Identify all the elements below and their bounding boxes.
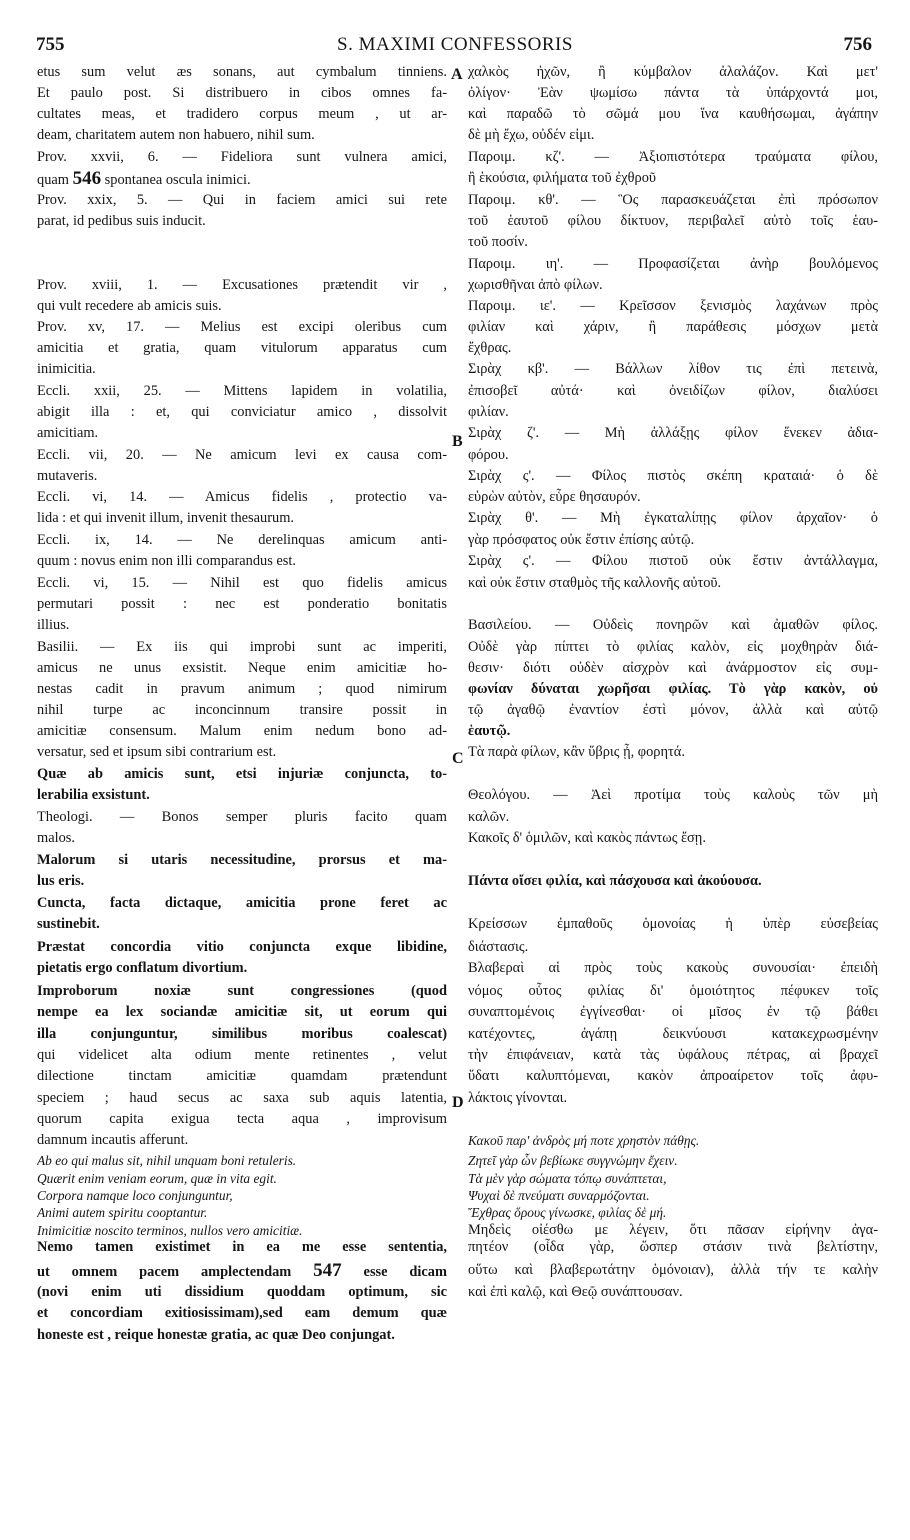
latin-line: damnum incautis afferunt.: [37, 1132, 189, 1148]
latin-line: Theologi. — Bonos semper pluris facito quam: [37, 809, 447, 825]
latin-line: (novi enim uti dissidium quoddam optimum, sic: [37, 1284, 447, 1300]
greek-line: Παροιμ. κζ'. — Ἀξιοπιστότερα τραύματα φίλου,: [468, 149, 878, 165]
latin-line: etus sum velut æs sonans, aut cymbalum tinniens.: [37, 64, 447, 80]
greek-line: ὀλίγον· Ἐὰν ψωμίσω πάντα τὰ ὑπάρχοντά μοι,: [468, 85, 878, 101]
latin-line: Prov. xv, 17. — Melius est excipi oleribus cum: [37, 319, 447, 335]
greek-line: καλῶν.: [468, 809, 510, 825]
latin-line: amicitiæ consensum. Malum enim nedum bono ad-: [37, 723, 447, 739]
latin-line: abigit illa : et, qui conviciatur amico , dissolvit: [37, 404, 447, 420]
greek-line: διάστασις.: [468, 939, 529, 955]
page-number-left: 755: [36, 34, 65, 55]
greek-line: λάκτοις γίνονται.: [468, 1090, 568, 1106]
greek-line: Θεολόγου. — Ἀεὶ προτίμα τοὺς καλοὺς τῶν μὴ: [468, 787, 878, 803]
greek-line: ὕδατι καλυπτόμεναι, κακὸν ἀπροαίρετον τοῖς ἀφυ-: [468, 1068, 878, 1084]
greek-line: συναπτομένοις ἐγγίνεσθαι· οἱ μῖσος ἐν τῷ βάθει: [468, 1004, 878, 1020]
latin-line: lus eris.: [37, 873, 85, 889]
margin-letter-b: B: [452, 433, 463, 450]
latin-line: et concordiam exitiosissimam),sed eam demum quæ: [37, 1305, 447, 1321]
latin-line: Nemo tamen existimet in ea me esse sententia,: [37, 1239, 447, 1255]
latin-line: Eccli. vi, 15. — Nihil est quo fidelis amicus: [37, 575, 447, 591]
greek-line: οὕτω καὶ βλαβερωτάτην ὁμόνοιαν), ἀλλὰ τήν τε καλὴν: [468, 1262, 878, 1278]
greek-line: γὰρ πρόσφατος οὐκ ἔστιν ἐπίσης αὐτῷ.: [468, 532, 695, 548]
latin-line: Eccli. xxii, 25. — Mittens lapidem in volatilia,: [37, 383, 447, 399]
latin-line: Prov. xviii, 1. — Excusationes prætendit vir ,: [37, 277, 447, 293]
margin-letter-a: A: [451, 66, 463, 83]
latin-line: deam, charitatem autem non habuero, nihil sum.: [37, 127, 315, 143]
greek-line: φωνίαν δύναται χωρῆσαι φιλίας. Τὸ γὰρ κακὸν, οὐ: [468, 681, 878, 697]
greek-line: Σιρὰχ θ'. — Μὴ ἐγκαταλίπῃς φίλον ἀρχαῖον· ὁ: [468, 510, 878, 526]
greek-line: Τὰ παρὰ φίλων, κἂν ὕβρις ᾖ, φορητά.: [468, 744, 685, 760]
greek-line: φιλίαν.: [468, 404, 509, 420]
greek-line: εὑρὼν αὐτὸν, εὗρε θησαυρόν.: [468, 489, 641, 505]
latin-line: quorum capita exigua tecta aqua , improvisum: [37, 1111, 447, 1127]
greek-line: φόρου.: [468, 447, 509, 463]
latin-line: nihil turpe ac inconcinnum transire possit in: [37, 702, 447, 718]
greek-line: Σιρὰχ κβ'. — Βάλλων λίθον τις ἐπὶ πετεινὰ,: [468, 361, 878, 377]
latin-line: nempe ea lex sociandæ amicitiæ sit, ut eorum qui: [37, 1004, 447, 1020]
latin-line: versatur, sed et ipsum sibi contrarium est.: [37, 744, 277, 760]
latin-line: quum : novus enim non illi comparandus est.: [37, 553, 297, 569]
greek-line: φιλίαν καὶ χάριν, ἢ παράθεσις μόσχων μετὰ: [468, 319, 878, 335]
latin-line: pietatis ergo conflatum divortium.: [37, 960, 248, 976]
greek-line: νόμος οὗτος φιλίας δι' ὁμοιότητος πέφυκεν τοῖς: [468, 983, 878, 999]
latin-line: Animi autem spiritu cooptantur.: [37, 1205, 208, 1220]
greek-line: Σιρὰχ ς'. — Φίλος πιστὸς σκέπη κραταιά· ὁ δὲ: [468, 468, 878, 484]
latin-line: cultates meas, et tradidero corpus meum , ut ar-: [37, 106, 447, 122]
greek-line: χωρισθῆναι ἀπὸ φίλων.: [468, 277, 603, 293]
latin-line: Cuncta, facta dictaque, amicitia prone feret ac: [37, 895, 447, 911]
latin-line: quam 546 spontanea oscula inimici.: [37, 168, 251, 189]
latin-line: Quærit enim veniam eorum, quæ in vita egit.: [37, 1171, 277, 1186]
latin-line: Improborum noxiæ sunt congressiones (quod: [37, 983, 447, 999]
greek-line: τοῦ ποσίν.: [468, 234, 528, 250]
margin-letter-d: D: [452, 1094, 464, 1111]
latin-line: Et paulo post. Si distribuero in cibos omnes fa-: [37, 85, 447, 101]
greek-line: πητέον (οἶδα γὰρ, ὥσπερ στάσιν τινὰ βελτίστην,: [468, 1239, 878, 1255]
greek-line: τῷ ἀγαθῷ ἐναντίον ἐστὶ μόνον, ἀλλὰ καὶ αὐτῷ: [468, 702, 878, 718]
latin-line: Eccli. vii, 20. — Ne amicum levi ex causa com-: [37, 447, 447, 463]
greek-line: Βλαβεραὶ αἱ πρὸς τοὺς κακοὺς συνουσίαι· ἐπειδὴ: [468, 960, 878, 976]
latin-line: Prov. xxvii, 6. — Fideliora sunt vulnera amici,: [37, 149, 447, 165]
greek-line: χαλκὸς ἠχῶν, ἢ κύμβαλον ἀλαλάζον. Καὶ μετ': [468, 64, 878, 80]
latin-line: Malorum si utaris necessitudine, prorsus et ma-: [37, 852, 447, 868]
latin-line: [37, 232, 447, 253]
latin-line: nestas cadit in pravum animum ; quod nimirum: [37, 681, 447, 697]
greek-line: Παροιμ. ιε'. — Κρεῖσσον ξενισμὸς λαχάνων πρὸς: [468, 298, 878, 314]
latin-line: Prov. xxix, 5. — Qui in faciem amici sui rete: [37, 192, 447, 208]
greek-line: Παροιμ. ιη'. — Προφασίζεται ἀνὴρ βουλόμενος: [468, 256, 878, 272]
greek-line: Πάντα οἴσει φιλία, καὶ πάσχουσα καὶ ἀκούουσα.: [468, 873, 762, 889]
latin-line: qui videlicet alta odium mente retinentes , velut: [37, 1047, 447, 1063]
greek-line: κατέχοντες, ἀγάπῃ δεικνύουσι κατακεχρωσμένην: [468, 1026, 878, 1042]
greek-line: [468, 594, 878, 615]
latin-line: Ab eo qui malus sit, nihil unquam boni retuleris.: [37, 1153, 297, 1168]
latin-line: ut omnem pacem amplectendam 547 esse dicam: [37, 1260, 447, 1281]
greek-line: δὲ μὴ ἔχω, οὐδέν εἰμι.: [468, 127, 595, 143]
latin-line: Præstat concordia vitio conjuncta exque libidine,: [37, 939, 447, 955]
latin-line: amicitiam.: [37, 425, 99, 441]
latin-line: permutari possit : nec est ponderatio bonitatis: [37, 596, 447, 612]
greek-line: Οὐδὲ γὰρ πίπτει τὸ φιλίας καλὸν, εἰς μοχθηρὰν διά-: [468, 639, 878, 655]
greek-line: ἐπισοβεῖ αὐτά· καὶ ὀνειδίζων φίλον, διαλύσει: [468, 383, 878, 399]
latin-line: dilectione tinctam amicitiæ quamdam prætendunt: [37, 1068, 447, 1084]
greek-line: τὴν ἐπιφάνειαν, κατὰ τὰς ὑφάλους πέτρας, αἱ βραχεῖ: [468, 1047, 878, 1063]
latin-line: speciem ; haud secus ac saxa sub aquis latentia,: [37, 1090, 447, 1106]
latin-line: honeste est , reique honestæ gratia, ac quæ Deo conjungat.: [37, 1327, 395, 1343]
greek-line: Ἔχθρας ὅρους γίνωσκε, φιλίας δὲ μή.: [468, 1205, 667, 1220]
latin-line: illa conjunguntur, similibus moribus coalescat): [37, 1026, 447, 1042]
latin-line: Eccli. vi, 14. — Amicus fidelis , protectio va-: [37, 489, 447, 505]
column-number: 547: [313, 1260, 342, 1281]
greek-line: [468, 1109, 878, 1130]
greek-line: καὶ οὐκ ἔστιν σταθμὸς τῆς καλλονῆς αὐτοῦ.: [468, 575, 722, 591]
margin-letter-c: C: [452, 750, 464, 767]
greek-line: Βασιλείου. — Οὐδεὶς πονηρῶν καὶ ἀμαθῶν φίλος.: [468, 617, 878, 633]
latin-line: Basilii. — Ex iis qui improbi sunt ac imperiti,: [37, 639, 447, 655]
page-header: [0, 34, 910, 60]
greek-line: Κακοῖς δ' ὁμιλῶν, καὶ κακὸς πάντως ἔσῃ.: [468, 830, 706, 846]
greek-line: [468, 764, 878, 785]
greek-line: ἔχθρας.: [468, 340, 512, 356]
latin-line: illius.: [37, 617, 70, 633]
greek-line: [468, 850, 878, 871]
latin-line: amicitia et gratia, quam vitulorum apparatus cum: [37, 340, 447, 356]
greek-line: θεσιν· διότι οὐδὲν αἰσχρὸν καὶ ἀνάρμοστον εἰς συμ-: [468, 660, 878, 676]
latin-line: inimicitia.: [37, 361, 96, 377]
latin-line: Eccli. ix, 14. — Ne derelinquas amicum anti-: [37, 532, 447, 548]
latin-line: qui vult recedere ab amicis suis.: [37, 298, 222, 314]
greek-line: Ψυχαὶ δὲ πνεύματι συναρμόζονται.: [468, 1188, 650, 1203]
latin-line: amicus ne unus exsistit. Neque enim amicitiæ ho-: [37, 660, 447, 676]
greek-line: Σιρὰχ ς'. — Φίλου πιστοῦ οὐκ ἔστιν ἀντάλλαγμα,: [468, 553, 878, 569]
greek-line: καὶ ἐπὶ καλῷ, καὶ Θεῷ συνάπτουσαν.: [468, 1284, 683, 1300]
latin-line: sustinebit.: [37, 916, 100, 932]
latin-line: malos.: [37, 830, 75, 846]
greek-line: Κακοῦ παρ' ἀνδρὸς μή ποτε χρηστὸν πάθῃς.: [468, 1133, 700, 1148]
column-number: 546: [72, 168, 102, 189]
greek-line: ἑαυτῷ.: [468, 723, 511, 739]
greek-line: Σιρὰχ ζ'. — Μὴ ἀλλάξῃς φίλον ἕνεκεν ἀδια-: [468, 425, 878, 441]
latin-line: lerabilia exsistunt.: [37, 787, 150, 803]
greek-line: Ζητεῖ γὰρ ὧν βεβίωκε συγγνώμην ἔχειν.: [468, 1153, 678, 1168]
latin-line: parat, id pedibus suis inducit.: [37, 213, 206, 229]
greek-line: Μηδεὶς οἰέσθω με λέγειν, ὅτι πᾶσαν εἰρήνην ἀγα-: [468, 1222, 878, 1238]
running-title: S. MAXIMI CONFESSORIS: [337, 34, 573, 55]
greek-line: τοῦ ἑαυτοῦ φίλου δίκτυον, περιβαλεῖ αὐτὸ τοῖς ἑαυ-: [468, 213, 878, 229]
latin-line: Quæ ab amicis sunt, etsi injuriæ conjuncta, to-: [37, 766, 447, 782]
greek-line: [468, 893, 878, 914]
latin-line: Corpora namque loco conjunguntur,: [37, 1188, 233, 1203]
greek-line: καὶ παραδῶ τὸ σῶμά μου ἵνα καυθήσωμαι, ἀγάπην: [468, 106, 878, 122]
greek-line: Κρείσσων ἐμπαθοῦς ὁμονοίας ἡ ὑπὲρ εὐσεβείας: [468, 916, 878, 932]
page-number-right: 756: [843, 34, 872, 55]
latin-line: mutaveris.: [37, 468, 98, 484]
greek-line: Παροιμ. κθ'. — Ὃς παρασκευάζεται ἐπὶ πρόσωπον: [468, 192, 878, 208]
latin-line: Inimicitiæ noscito terminos, nullos vero amicitiæ.: [37, 1223, 303, 1238]
greek-line: ἢ ἑκούσια, φιλήματα τοῦ ἐχθροῦ: [468, 170, 657, 186]
latin-line: lida : et qui invenit illum, invenit thesaurum.: [37, 510, 294, 526]
greek-line: Τὰ μὲν γὰρ σώματα τόπῳ συνάπτεται,: [468, 1171, 667, 1186]
